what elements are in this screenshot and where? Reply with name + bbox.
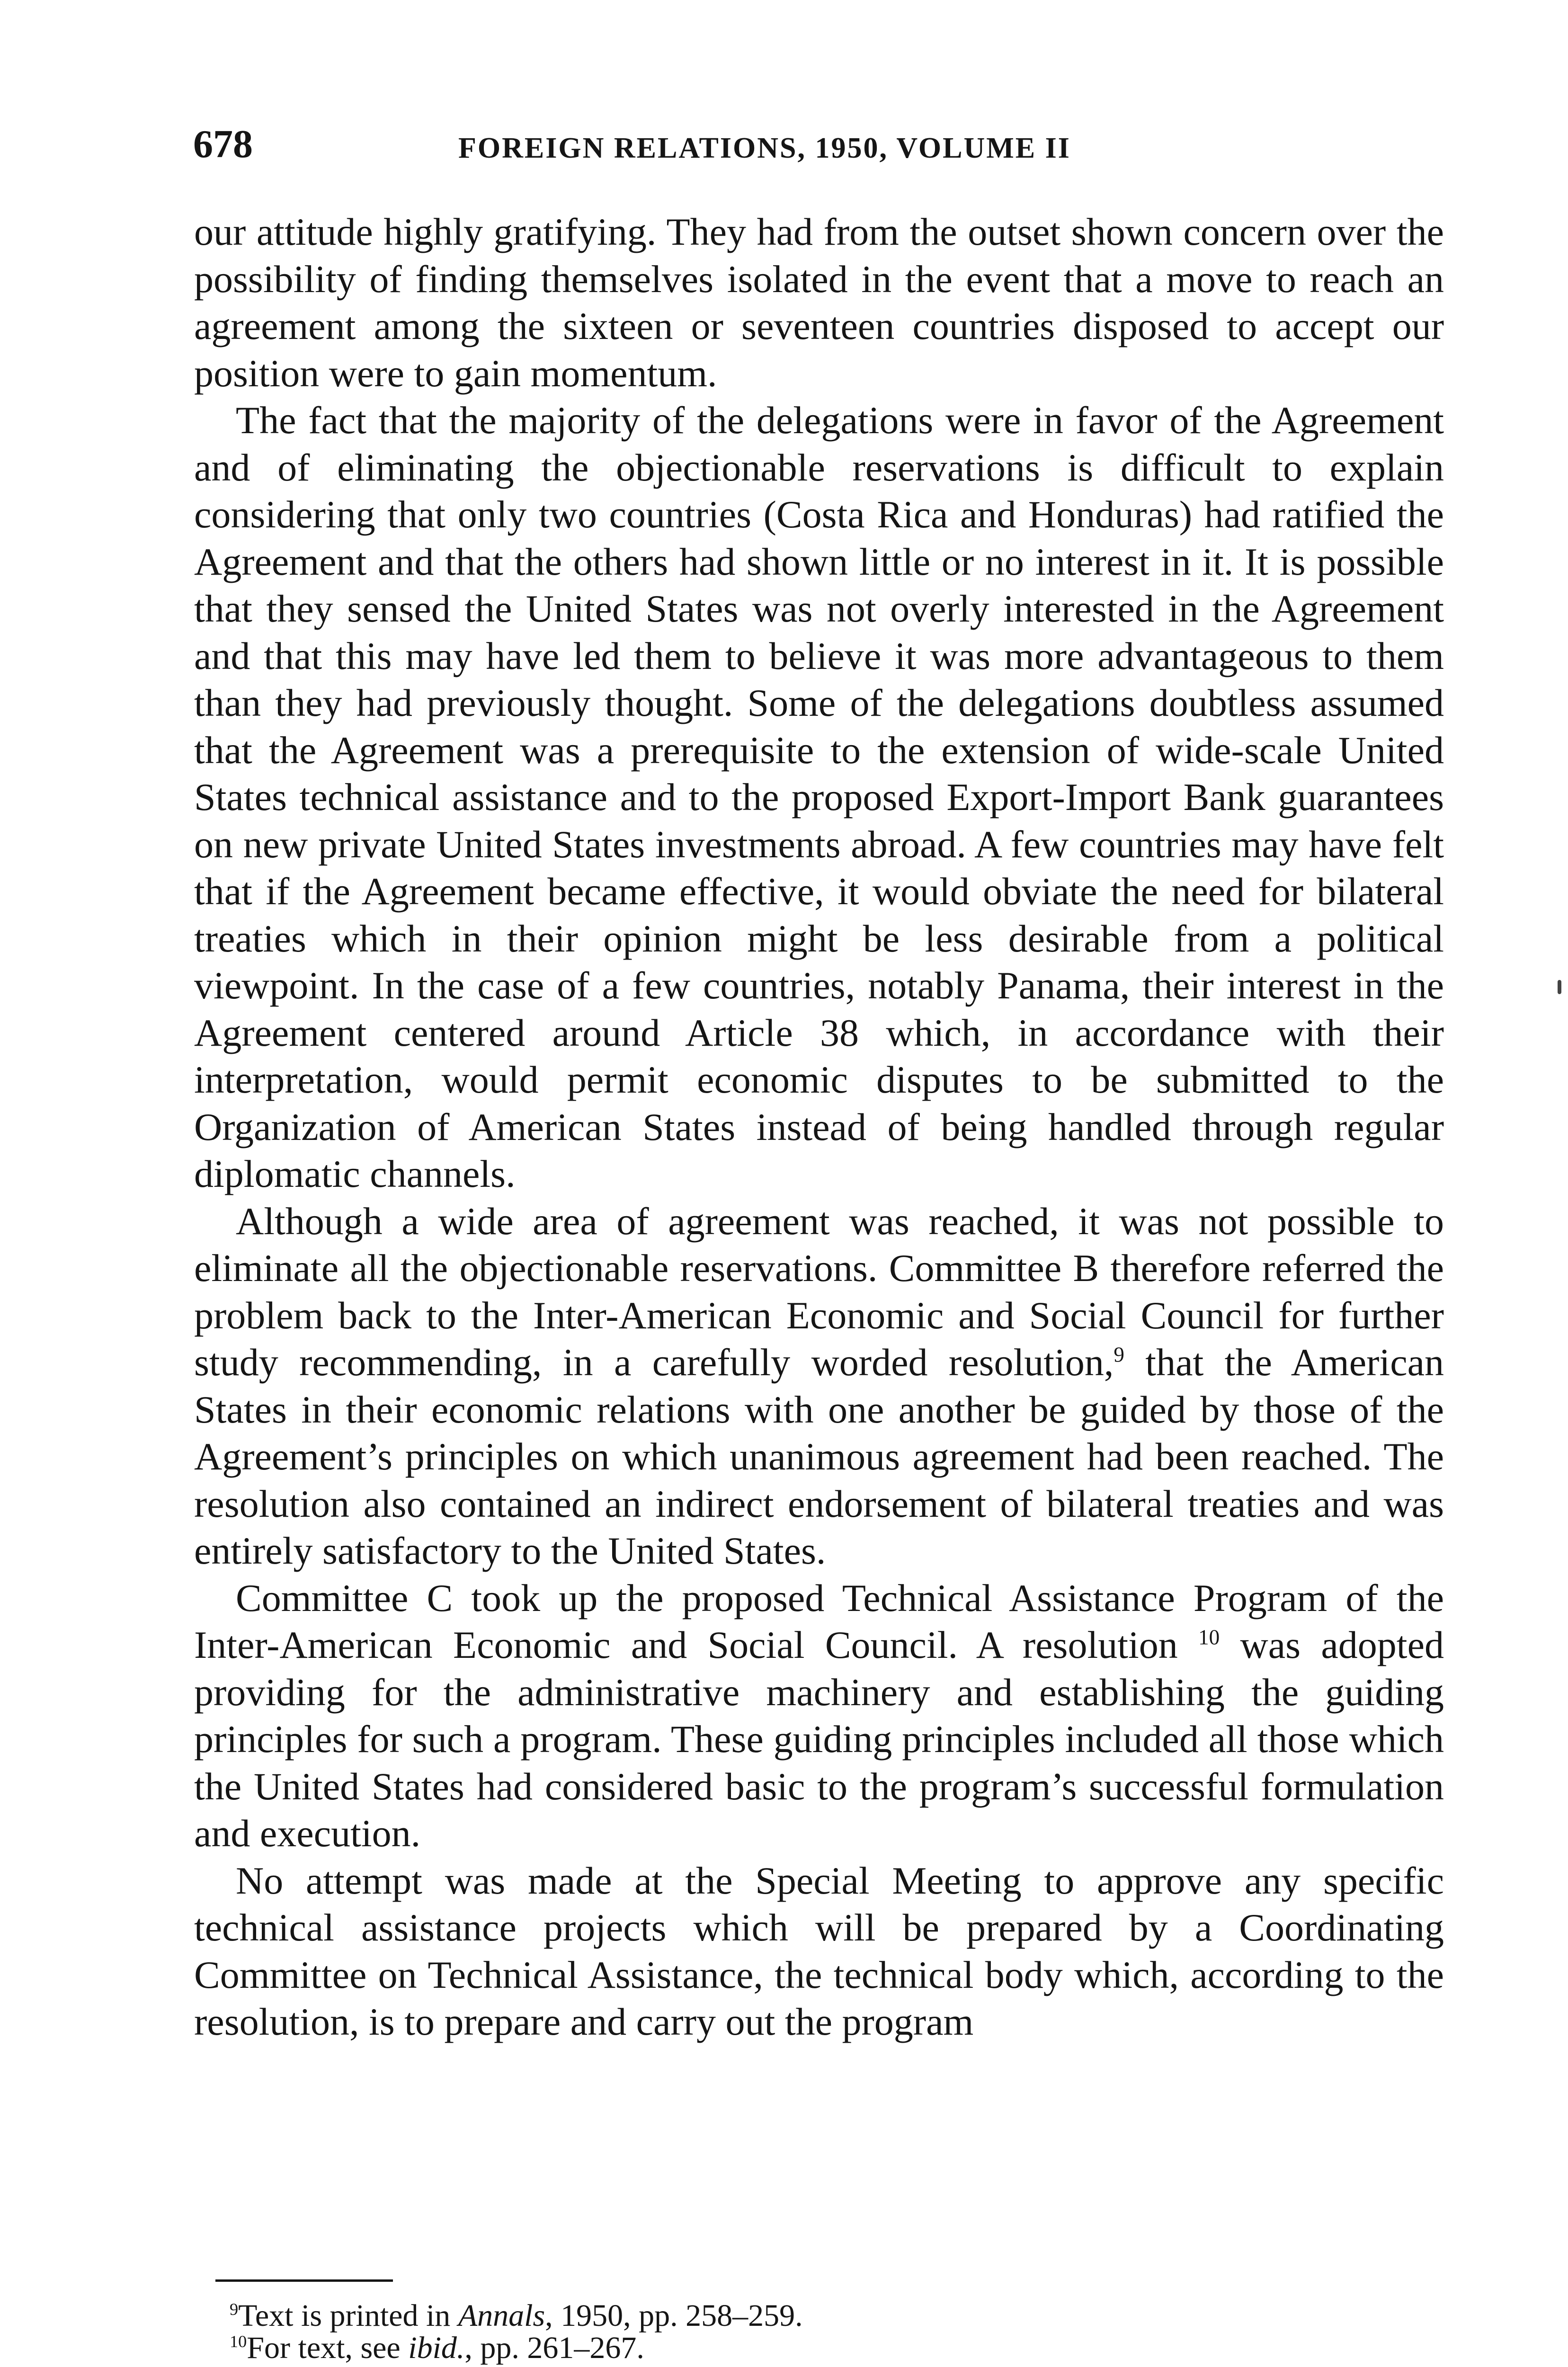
footnote-divider: [215, 2279, 393, 2282]
footnote-9-text-start: Text is printed in: [238, 2298, 458, 2333]
body-text: [194, 208, 1444, 2253]
footnote-10-text-start: For text, see: [247, 2331, 409, 2365]
running-title: FOREIGN RELATIONS, 1950, VOLUME II: [458, 132, 1071, 164]
footnotes: [230, 2300, 1366, 2364]
paragraph-continuation: our attitude highly gratifying. They had from the outset shown concern over the possibility of finding themselves isolated in the event that a move to reach an agreement among the sixteen or seventeen countries disposed to accept our position were to gain momentum.: [194, 210, 1444, 395]
running-head: [193, 114, 1446, 175]
footnote-marker-9: 9: [230, 2300, 239, 2319]
footnote-10: [230, 2332, 1366, 2364]
footnote-reference-10: 10: [1198, 1625, 1220, 1649]
paragraph-committee-c: [194, 1575, 1444, 1857]
paragraph-committee-c-text-start: Committee C took up the proposed Technical Assistance Program of the Inter-American Economic and Social Council. A resolution: [194, 1576, 1444, 1666]
page-edge-mark: [1558, 980, 1561, 994]
paragraph-special-meeting: No attempt was made at the Special Meeting to approve any specific technical assistance projects which will be prepared by a Coordinating Committee on Technical Assistance, the technical body which, according to the resolution, is to prepare and carry out the program: [194, 1859, 1444, 2043]
footnote-9-text-end: , 1950, pp. 258–259.: [545, 2298, 803, 2333]
paragraph-committee-b-text-end: that the American States in their economic relations with one another be guided by those of the Agreement’s principles on which unanimous agreement had been reached. The resolution also contained an indirect endorsement of bilateral treaties and was entirely satisfactory to the United States.: [194, 1341, 1444, 1572]
footnote-9-source: Annals: [458, 2298, 545, 2333]
page-number: 678: [193, 122, 253, 166]
paragraph-committee-c-text-end: was adopted providing for the administrative machinery and establishing the guiding principles for such a program. These guiding principles included all those which the United States had considered basic to the program’s successful formulation and execution.: [194, 1623, 1444, 1855]
paragraph-committee-b: [194, 1198, 1444, 1575]
paragraph-committee-b-text-start: Although a wide area of agreement was reached, it was not possible to eliminate all the objectionable reservations. Committee B therefore referred the problem back to the Inter-American Economic and Social Council for further study recommending, in a carefully worded resolution,: [194, 1199, 1444, 1384]
footnote-10-source: ibid.: [408, 2331, 465, 2365]
footnote-10-text-end: , pp. 261–267.: [464, 2331, 644, 2365]
paragraph-agreement-analysis: The fact that the majority of the delegations were in favor of the Agreement and of eliminating the objectionable reservations is difficult to explain considering that only two countries (Costa Rica and Honduras) had ratified the Agreement and that the others had shown little or no interest in it. It is possible that they sensed the United States was not overly interested in the Agreement and that this may have led them to believe it was more advantageous to them than they had previously thought. Some of the delegations doubtless assumed that the Agreement was a prerequisite to the extension of wide-scale United States technical assistance and to the proposed Export-Import Bank guarantees on new private United States investments abroad. A few countries may have felt that if the Agreement became effective, it would obviate the need for bilateral treaties which in their opinion might be less desirable from a political viewpoint. In the case of a few countries, notably Panama, their interest in the Agreement centered around Article 38 which, in accordance with their interpretation, would permit economic disputes to be submitted to the Organization of American States instead of being handled through regular diplomatic channels.: [194, 399, 1444, 1195]
footnote-9: [230, 2300, 1366, 2332]
footnote-marker-10: 10: [230, 2332, 247, 2351]
footnote-reference-9: 9: [1114, 1343, 1124, 1367]
